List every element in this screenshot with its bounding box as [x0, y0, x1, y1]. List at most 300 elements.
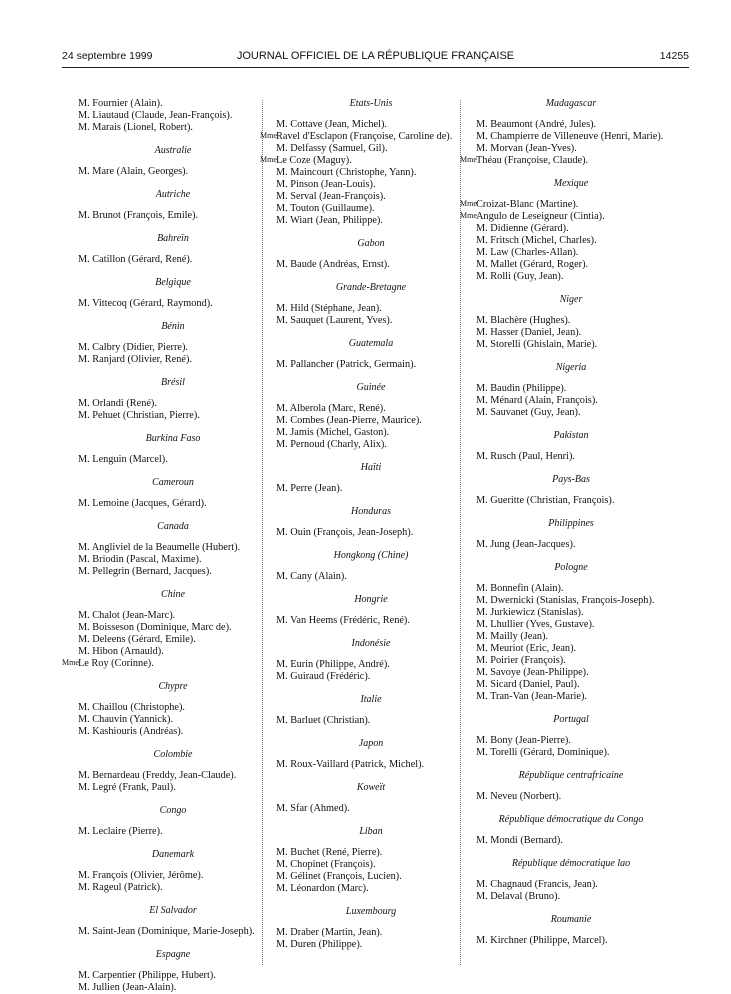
country-section — [75, 849, 271, 894]
appointee-name: M. Chalot (Jean-Marc). — [78, 610, 176, 621]
country-heading: Mexique — [553, 178, 589, 189]
appointee-name: M. Bony (Jean-Pierre). — [476, 735, 571, 746]
appointee-entry — [473, 643, 669, 655]
country-section — [75, 749, 271, 794]
appointee-name: M. Cottave (Jean, Michel). — [276, 119, 387, 130]
appointee-entry — [75, 870, 271, 882]
appointee-name: M. Hild (Stéphane, Jean). — [276, 303, 382, 314]
appointee-name: M. Chopinet (François). — [276, 859, 376, 870]
country-heading: Belgique — [155, 277, 191, 288]
appointee-entry — [473, 539, 669, 551]
appointee-entry — [473, 735, 669, 747]
honorific: Mme — [460, 155, 477, 164]
country-section — [75, 277, 271, 310]
country-section — [75, 521, 271, 578]
appointee-entry — [473, 143, 669, 155]
appointee-entry — [273, 315, 469, 327]
appointee-name: M. Leclaire (Pierre). — [78, 826, 163, 837]
appointee-entry — [273, 715, 469, 727]
country-section — [75, 477, 271, 510]
country-section — [75, 805, 271, 838]
appointee-entry — [75, 782, 271, 794]
appointee-entry — [273, 939, 469, 951]
appointee-entry — [473, 891, 669, 903]
appointee-name: M. Calbry (Didier, Pierre). — [78, 342, 188, 353]
country-section — [473, 814, 669, 847]
appointee-name: M. Gélinet (François, Lucien). — [276, 871, 402, 882]
country-section — [473, 294, 669, 351]
appointee-name: M. Liautaud (Claude, Jean-François). — [78, 110, 233, 121]
appointee-entry — [75, 398, 271, 410]
appointee-entry — [75, 622, 271, 634]
country-heading: Pakistan — [553, 430, 589, 441]
appointee-name: M. Sfar (Ahmed). — [276, 803, 350, 814]
appointee-name: M. François (Olivier, Jérôme). — [78, 870, 204, 881]
appointee-entry — [473, 131, 669, 143]
appointee-name: M. Law (Charles-Allan). — [476, 247, 579, 258]
country-heading: Gabon — [357, 238, 385, 249]
appointee-entry — [75, 166, 271, 178]
country-section — [273, 594, 469, 627]
appointee-entry — [473, 223, 669, 235]
country-heading: Haïti — [360, 462, 382, 473]
appointee-name: M. Catillon (Gérard, René). — [78, 254, 193, 265]
appointee-name: M. Chaillou (Christophe). — [78, 702, 185, 713]
country-heading: Pologne — [554, 562, 588, 573]
appointee-entry — [473, 747, 669, 759]
country-heading: Etats-Unis — [349, 98, 393, 109]
appointee-entry — [473, 271, 669, 283]
country-heading: El Salvador — [149, 905, 197, 916]
country-section — [473, 714, 669, 759]
country-heading: Guinée — [356, 382, 386, 393]
appointee-name: M. Ouin (François, Jean-Joseph). — [276, 527, 414, 538]
country-section — [75, 321, 271, 366]
country-heading: Liban — [359, 826, 383, 837]
appointee-entry — [75, 646, 271, 658]
appointee-name: Théau (Françoise, Claude). — [476, 155, 589, 166]
appointee-entry — [273, 167, 469, 179]
country-heading: Luxembourg — [345, 906, 397, 917]
appointee-entry — [473, 495, 669, 507]
honorific: Mme — [460, 211, 477, 220]
appointee-name: M. Maincourt (Christophe, Yann). — [276, 167, 417, 178]
appointee-entry — [473, 691, 669, 703]
country-section — [473, 858, 669, 903]
country-heading: Bénin — [161, 321, 185, 332]
appointee-entry — [473, 791, 669, 803]
appointee-entry — [473, 655, 669, 667]
appointee-name: Angulo de Leseigneur (Cintia). — [476, 211, 605, 222]
country-heading: Italie — [360, 694, 382, 705]
appointee-entry — [62, 658, 271, 670]
appointee-name: M. Guiraud (Frédéric). — [276, 671, 371, 682]
appointee-name: M. Perre (Jean). — [276, 483, 343, 494]
appointee-name: M. Briodin (Pascal, Maxime). — [78, 554, 202, 565]
appointee-entry — [473, 679, 669, 691]
appointee-entry — [473, 835, 669, 847]
appointee-name: M. Buchet (René, Pierre). — [276, 847, 383, 858]
appointee-entry — [273, 259, 469, 271]
appointee-entry — [273, 191, 469, 203]
country-heading: République centrafricaine — [518, 770, 624, 781]
appointee-name: M. Pallancher (Patrick, Germain). — [276, 359, 417, 370]
appointee-name: M. Mare (Alain, Georges). — [78, 166, 189, 177]
appointee-name: M. Dwernicki (Stanislas, François-Joseph). — [476, 595, 655, 606]
country-heading: Roumanie — [550, 914, 592, 925]
appointee-entry — [473, 327, 669, 339]
appointee-entry — [260, 155, 469, 167]
appointee-entry — [473, 259, 669, 271]
honorific: Mme — [62, 658, 79, 667]
appointee-entry — [473, 607, 669, 619]
appointee-name: M. Morvan (Jean-Yves). — [476, 143, 577, 154]
country-heading: Nigeria — [555, 362, 587, 373]
appointee-entry — [75, 634, 271, 646]
country-heading: Colombie — [153, 749, 193, 760]
country-section — [473, 562, 669, 703]
country-heading: Guatemala — [348, 338, 394, 349]
appointee-name: M. Pernoud (Charly, Alix). — [276, 439, 387, 450]
appointee-entry — [473, 407, 669, 419]
country-heading: Autriche — [155, 189, 191, 200]
appointee-entry — [273, 859, 469, 871]
appointee-entry — [75, 982, 271, 994]
appointee-name: Ravel d'Esclapon (Françoise, Caroline de). — [276, 131, 453, 142]
appointee-entry — [273, 403, 469, 415]
country-heading: Cameroun — [152, 477, 194, 488]
journal-title: JOURNAL OFFICIEL DE LA RÉPUBLIQUE FRANÇAISE — [236, 50, 515, 62]
appointee-entry — [273, 427, 469, 439]
appointee-name: M. Neveu (Norbert). — [476, 791, 562, 802]
appointee-entry — [473, 119, 669, 131]
appointee-name: M. Savoye (Jean-Philippe). — [476, 667, 589, 678]
appointee-entry — [75, 122, 271, 134]
appointee-name: M. Lemoine (Jacques, Gérard). — [78, 498, 207, 509]
country-heading: République démocratique du Congo — [498, 814, 644, 825]
appointee-name: M. Torelli (Gérard, Dominique). — [476, 747, 610, 758]
country-heading: Portugal — [553, 714, 589, 725]
appointee-entry — [75, 98, 271, 110]
country-heading: Burkina Faso — [145, 433, 201, 444]
appointee-entry — [273, 571, 469, 583]
appointee-name: M. Champierre de Villeneuve (Henri, Marie). — [476, 131, 664, 142]
appointee-entry — [460, 155, 669, 167]
appointee-entry — [273, 303, 469, 315]
country-section — [75, 189, 271, 222]
appointee-name: M. Jullien (Jean-Alain). — [78, 982, 177, 993]
country-section — [460, 178, 669, 283]
appointee-name: M. Sauquet (Laurent, Yves). — [276, 315, 393, 326]
country-heading: Madagascar — [545, 98, 597, 109]
appointee-entry — [273, 179, 469, 191]
appointee-entry — [460, 211, 669, 223]
country-section — [75, 949, 271, 994]
appointee-entry — [75, 542, 271, 554]
appointee-name: M. Lenguin (Marcel). — [78, 454, 168, 465]
appointee-entry — [273, 415, 469, 427]
appointee-entry — [473, 247, 669, 259]
honorific: Mme — [260, 131, 277, 140]
country-heading: Congo — [159, 805, 187, 816]
appointee-name: M. Pellegrin (Bernard, Jacques). — [78, 566, 212, 577]
appointee-entry — [75, 354, 271, 366]
country-section — [273, 826, 469, 895]
country-section — [460, 98, 669, 167]
column-2 — [260, 98, 469, 951]
appointee-entry — [460, 199, 669, 211]
appointee-name: M. Marais (Lionel, Robert). — [78, 122, 193, 133]
column-1 — [62, 98, 271, 994]
appointee-entry — [75, 714, 271, 726]
appointee-name: M. Orlandi (René). — [78, 398, 157, 409]
appointee-name: M. Fritsch (Michel, Charles). — [476, 235, 597, 246]
country-heading: Pays-Bas — [552, 474, 590, 485]
country-heading: Australie — [154, 145, 192, 156]
country-heading: Indonésie — [351, 638, 391, 649]
page-header — [62, 50, 689, 66]
appointee-name: M. Léonardon (Marc). — [276, 883, 369, 894]
appointee-name: M. Deleens (Gérard, Emile). — [78, 634, 196, 645]
appointee-name: M. Chauvin (Yannick). — [78, 714, 174, 725]
appointee-entry — [473, 631, 669, 643]
appointee-entry — [273, 883, 469, 895]
appointee-name: M. Jurkiewicz (Stanislas). — [476, 607, 584, 618]
country-heading: République démocratique lao — [511, 858, 631, 869]
appointee-entry — [273, 203, 469, 215]
country-heading: Danemark — [151, 849, 195, 860]
appointee-entry — [75, 610, 271, 622]
appointee-entry — [273, 483, 469, 495]
appointee-entry — [473, 383, 669, 395]
appointee-entry — [75, 298, 271, 310]
appointee-entry — [273, 439, 469, 451]
country-heading: Grande-Bretagne — [335, 282, 407, 293]
appointee-name: M. Blachère (Hughes). — [476, 315, 571, 326]
appointee-entry — [75, 554, 271, 566]
appointee-name: M. Legré (Frank, Paul). — [78, 782, 176, 793]
appointee-entry — [473, 879, 669, 891]
appointee-name: M. Meuriot (Eric, Jean). — [476, 643, 577, 654]
country-heading: Honduras — [350, 506, 391, 517]
country-section — [75, 905, 271, 938]
column-3 — [460, 98, 669, 947]
appointee-entry — [75, 342, 271, 354]
appointee-name: M. Alberola (Marc, René). — [276, 403, 386, 414]
page-number: 14255 — [659, 50, 689, 62]
country-section — [473, 770, 669, 803]
country-heading: Canada — [157, 521, 189, 532]
appointee-name: M. Didienne (Gérard). — [476, 223, 569, 234]
appointee-name: M. Sauvanet (Guy, Jean). — [476, 407, 581, 418]
country-heading: Koweït — [356, 782, 386, 793]
appointee-entry — [473, 619, 669, 631]
country-section — [75, 145, 271, 178]
country-section — [273, 906, 469, 951]
appointee-entry — [273, 215, 469, 227]
country-section — [62, 589, 271, 670]
country-section — [273, 382, 469, 451]
country-section — [273, 694, 469, 727]
appointee-entry — [473, 667, 669, 679]
appointee-name: M. Eurin (Philippe, André). — [276, 659, 390, 670]
honorific: Mme — [460, 199, 477, 208]
country-section — [473, 430, 669, 463]
appointee-entry — [473, 935, 669, 947]
appointee-name: M. Angliviel de la Beaumelle (Hubert). — [78, 542, 241, 553]
appointee-entry — [473, 315, 669, 327]
country-section — [473, 914, 669, 947]
appointee-entry — [473, 583, 669, 595]
appointee-name: M. Hasser (Daniel, Jean). — [476, 327, 582, 338]
appointee-name: M. Kirchner (Philippe, Marcel). — [476, 935, 608, 946]
header-rule — [62, 67, 689, 68]
appointee-name: M. Delaval (Bruno). — [476, 891, 561, 902]
country-section — [273, 506, 469, 539]
appointee-name: M. Mondi (Bernard). — [476, 835, 563, 846]
appointee-name: Croizat-Blanc (Martine). — [476, 199, 579, 210]
appointee-name: M. Poirier (François). — [476, 655, 566, 666]
appointee-entry — [75, 210, 271, 222]
honorific: Mme — [260, 155, 277, 164]
country-heading: Chypre — [158, 681, 188, 692]
country-heading: Hongkong (Chine) — [333, 550, 409, 561]
appointee-entry — [75, 254, 271, 266]
appointee-entry — [75, 566, 271, 578]
country-section — [273, 738, 469, 771]
appointee-entry — [75, 726, 271, 738]
appointee-entry — [273, 527, 469, 539]
appointee-name: M. Mailly (Jean). — [476, 631, 549, 642]
appointee-name: M. Lhullier (Yves, Gustave). — [476, 619, 595, 630]
country-section — [273, 282, 469, 327]
appointee-name: Le Coze (Maguy). — [276, 155, 352, 166]
appointee-name: M. Tran-Van (Jean-Marie). — [476, 691, 587, 702]
appointee-entry — [273, 659, 469, 671]
country-heading: Chine — [161, 589, 185, 600]
country-heading: Hongrie — [354, 594, 388, 605]
appointee-name: M. Mallet (Gérard, Roger). — [476, 259, 589, 270]
appointee-name: M. Rageul (Patrick). — [78, 882, 163, 893]
appointee-entry — [75, 454, 271, 466]
publication-date: 24 septembre 1999 — [62, 50, 153, 62]
appointee-name: M. Serval (Jean-François). — [276, 191, 386, 202]
appointee-name: M. Bonnefin (Alain). — [476, 583, 564, 594]
appointee-name: M. Baude (Andréas, Ernst). — [276, 259, 390, 270]
appointee-name: M. Sicard (Daniel, Paul). — [476, 679, 580, 690]
appointee-entry — [273, 359, 469, 371]
country-section — [260, 98, 469, 227]
country-heading: Philippines — [548, 518, 594, 529]
appointee-entry — [473, 339, 669, 351]
appointee-name: M. Hibon (Arnauld). — [78, 646, 164, 657]
appointee-entry — [75, 882, 271, 894]
country-section — [273, 462, 469, 495]
appointee-name: M. Storelli (Ghislain, Marie). — [476, 339, 598, 350]
appointee-entry — [273, 759, 469, 771]
appointee-name: M. Beaumont (André, Jules). — [476, 119, 597, 130]
appointee-name: M. Pinson (Jean-Louis). — [276, 179, 376, 190]
appointee-name: M. Chagnaud (Francis, Jean). — [476, 879, 598, 890]
country-section — [273, 550, 469, 583]
appointee-entry — [273, 119, 469, 131]
country-heading: Brésil — [161, 377, 185, 388]
appointee-entry — [273, 847, 469, 859]
appointee-name: M. Rolli (Guy, Jean). — [476, 271, 564, 282]
appointee-name: M. Baudin (Philippe). — [476, 383, 567, 394]
appointee-entry — [273, 671, 469, 683]
appointee-name: M. Pehuet (Christian, Pierre). — [78, 410, 200, 421]
country-section — [75, 98, 271, 134]
appointee-entry — [260, 131, 469, 143]
country-section — [75, 433, 271, 466]
appointee-name: M. Delfassy (Samuel, Gil). — [276, 143, 388, 154]
appointee-name: M. Wiart (Jean, Philippe). — [276, 215, 383, 226]
country-section — [75, 681, 271, 738]
appointee-name: M. Cany (Alain). — [276, 571, 347, 582]
country-section — [473, 474, 669, 507]
appointee-entry — [75, 770, 271, 782]
appointee-name: M. Barluet (Christian). — [276, 715, 371, 726]
country-section — [273, 238, 469, 271]
appointee-entry — [75, 926, 271, 938]
appointee-entry — [473, 451, 669, 463]
appointee-name: M. Van Heems (Frédéric, René). — [276, 615, 410, 626]
appointee-name: Le Roy (Corinne). — [78, 658, 154, 669]
country-section — [273, 338, 469, 371]
appointee-name: M. Brunot (François, Emile). — [78, 210, 199, 221]
appointee-entry — [473, 395, 669, 407]
appointee-entry — [75, 826, 271, 838]
appointee-name: M. Touton (Guillaume). — [276, 203, 375, 214]
appointee-entry — [273, 143, 469, 155]
appointee-name: M. Fournier (Alain). — [78, 98, 163, 109]
appointee-name: M. Bernardeau (Freddy, Jean-Claude). — [78, 770, 237, 781]
appointee-name: M. Carpentier (Philippe, Hubert). — [78, 970, 216, 981]
appointee-entry — [273, 803, 469, 815]
country-section — [75, 233, 271, 266]
appointee-name: M. Kashiouris (Andréas). — [78, 726, 184, 737]
appointee-name: M. Gueritte (Christian, François). — [476, 495, 615, 506]
country-heading: Bahreïn — [157, 233, 189, 244]
appointee-name: M. Roux-Vaillard (Patrick, Michel). — [276, 759, 425, 770]
appointee-entry — [473, 235, 669, 247]
country-section — [473, 518, 669, 551]
appointee-name: M. Duren (Philippe). — [276, 939, 363, 950]
appointee-entry — [75, 410, 271, 422]
appointee-name: M. Draber (Martin, Jean). — [276, 927, 383, 938]
appointee-entry — [273, 871, 469, 883]
country-section — [473, 362, 669, 419]
country-heading: Japon — [358, 738, 384, 749]
appointee-name: M. Boisseson (Dominique, Marc de). — [78, 622, 232, 633]
appointee-name: M. Combes (Jean-Pierre, Maurice). — [276, 415, 422, 426]
appointee-entry — [473, 595, 669, 607]
appointee-name: M. Rusch (Paul, Henri). — [476, 451, 575, 462]
country-section — [273, 638, 469, 683]
country-heading: Espagne — [155, 949, 191, 960]
appointee-entry — [75, 498, 271, 510]
appointee-name: M. Vittecoq (Gérard, Raymond). — [78, 298, 213, 309]
appointee-entry — [273, 927, 469, 939]
appointee-name: M. Saint-Jean (Dominique, Marie-Joseph). — [78, 926, 255, 937]
country-section — [75, 377, 271, 422]
country-heading: Niger — [559, 294, 583, 305]
appointee-entry — [273, 615, 469, 627]
appointee-name: M. Ménard (Alain, François). — [476, 395, 598, 406]
appointee-entry — [75, 110, 271, 122]
appointee-name: M. Jung (Jean-Jacques). — [476, 539, 576, 550]
